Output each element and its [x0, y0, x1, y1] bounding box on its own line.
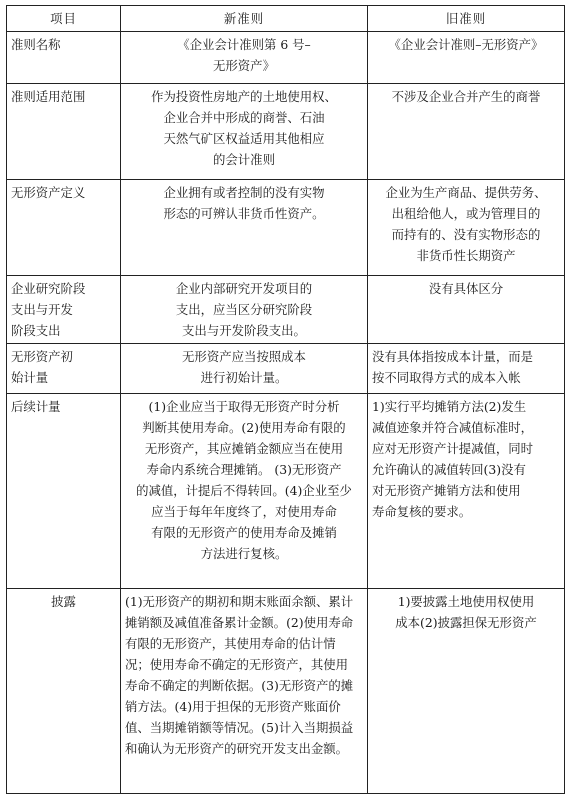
- table-row: [7, 394, 565, 588]
- cell-text-line: 没有具体指按成本计量，而是: [372, 349, 534, 365]
- old-standard-cell: [368, 394, 565, 588]
- cell-text-line: 成本(2)披露担保无形资产: [395, 614, 537, 630]
- cell-text-line: 始计量: [11, 370, 49, 386]
- cell-text-line: 应当于每年年度终了，对使用寿命: [151, 504, 337, 520]
- cell-text-line: 进行初始计量。: [200, 370, 288, 386]
- comparison-table: [6, 5, 565, 794]
- item-cell: [7, 276, 121, 344]
- cell-text-line: 有限的无形资产，其使用寿命的估计情: [125, 635, 336, 651]
- cell-text-line: 天然气矿区权益适用其他相应: [163, 131, 325, 147]
- cell-text-line: 寿命内系统合理摊销。 (3)无形资产: [146, 462, 342, 478]
- cell-text-line: 减值迹象并符合减值标准时，: [372, 420, 534, 436]
- cell-text-line: 《企业会计准则第 6 号–: [177, 37, 311, 52]
- cell-text-line: 应对无形资产计提减值，同时: [372, 441, 534, 457]
- cell-text-line: 披露: [51, 593, 76, 609]
- cell-text-line: 按不同取得方式的成本入帐: [372, 370, 521, 386]
- old-standard-cell: [368, 276, 565, 344]
- item-cell: [7, 344, 121, 394]
- cell-text-line: 1)实行平均摊销方法(2)发生: [372, 399, 527, 415]
- cell-text-line: (1)无形资产的期初和期末账面余额、累计: [125, 593, 354, 609]
- cell-text-line: 摊销额及减值准备累计金额。(2)使用寿命: [125, 614, 354, 630]
- cell-text-line: 允许确认的减值转回(3)没有: [372, 462, 526, 478]
- cell-text-line: 判断其使用寿命。(2)使用寿命有限的: [142, 420, 346, 436]
- new-standard-cell: [121, 394, 368, 588]
- cell-text-line: 的会计准则: [213, 152, 275, 168]
- old-standard-cell: [368, 32, 565, 84]
- cell-text-line: 不涉及企业合并产生的商誉: [391, 89, 541, 105]
- cell-text-line: 准则适用范围: [11, 89, 86, 105]
- header-old-standard: 旧准则: [368, 6, 565, 32]
- new-standard-cell: [121, 180, 368, 276]
- cell-text-line: 企业拥有或者控制的没有实物: [163, 185, 325, 201]
- cell-text-line: 1)要披露土地使用权使用: [397, 593, 535, 609]
- old-standard-cell: [368, 180, 565, 276]
- new-standard-cell: [121, 32, 368, 84]
- cell-text-line: 值、当期摊销额等情况。(5)计入当期损益: [125, 719, 354, 735]
- cell-text-line: 对无形资产摊销方法和使用: [372, 483, 521, 499]
- cell-text-line: 形态的可辨认非货币性资产。: [163, 206, 325, 222]
- item-cell: [7, 394, 121, 588]
- item-cell: [7, 32, 121, 84]
- cell-text-line: 没有具体区分: [428, 281, 504, 297]
- cell-text-line: 销方法。(4)用于担保的无形资产账面价: [125, 698, 341, 714]
- cell-text-line: 作为投资性房地产的土地使用权、: [151, 89, 337, 105]
- cell-text-line: 准则名称: [11, 37, 61, 52]
- header-item: 项目: [7, 6, 121, 32]
- old-standard-cell: [368, 588, 565, 793]
- table-row: [7, 32, 565, 84]
- new-standard-cell: [121, 588, 368, 793]
- cell-text-line: 有限的无形资产的使用寿命及摊销: [151, 525, 337, 541]
- cell-text-line: 出租给他人，或为管理目的: [391, 206, 541, 222]
- cell-text-line: 和确认为无形资产的研究开发支出金额。: [125, 740, 349, 756]
- cell-text-line: 无形资产，其应摊销金额应当在使用: [144, 441, 344, 457]
- cell-text-line: 无形资产应当按照成本: [182, 349, 306, 365]
- item-cell: [7, 180, 121, 276]
- cell-text-line: 而持有的、没有实物形态的: [391, 227, 541, 243]
- table-row: [7, 180, 565, 276]
- new-standard-cell: [121, 344, 368, 394]
- cell-text-line: 非货币性长期资产: [416, 248, 516, 264]
- cell-text-line: 支出，应当区分研究阶段: [175, 302, 313, 318]
- cell-text-line: 的减值，计提后不得转回。(4)企业至少: [136, 483, 352, 499]
- cell-text-line: 后续计量: [11, 399, 61, 415]
- cell-text-line: 寿命复核的要求。: [372, 504, 472, 520]
- table-row: [7, 588, 565, 793]
- cell-text-line: 支出与开发阶段支出。: [182, 323, 306, 339]
- header-new-standard: 新准则: [121, 6, 368, 32]
- table-row: [7, 344, 565, 394]
- new-standard-cell: [121, 276, 368, 344]
- cell-text-line: 支出与开发: [11, 302, 73, 318]
- cell-text-line: 无形资产》: [213, 58, 275, 73]
- cell-text-line: 无形资产初: [11, 349, 73, 365]
- old-standard-cell: [368, 84, 565, 180]
- cell-text-line: 阶段支出: [11, 323, 61, 339]
- new-standard-cell: [121, 84, 368, 180]
- item-cell: [7, 588, 121, 793]
- cell-text-line: 寿命不确定的判断依据。(3)无形资产的摊: [125, 677, 354, 693]
- cell-text-line: 况；使用寿命不确定的无形资产，其使用: [125, 656, 349, 672]
- header-row: [7, 6, 565, 32]
- cell-text-line: 无形资产定义: [11, 185, 86, 201]
- cell-text-line: 企业合并中形成的商誉、石油: [163, 110, 325, 126]
- table-row: [7, 84, 565, 180]
- item-cell: [7, 84, 121, 180]
- cell-text-line: (1)企业应当于取得无形资产时分析: [148, 399, 340, 415]
- table-row: [7, 276, 565, 344]
- cell-text-line: 企业内部研究开发项目的: [175, 281, 313, 297]
- old-standard-cell: [368, 344, 565, 394]
- cell-text-line: 《企业会计准则–无形资产》: [388, 37, 544, 52]
- cell-text-line: 企业为生产商品、提供劳务、: [385, 185, 547, 201]
- cell-text-line: 方法进行复核。: [200, 546, 288, 562]
- cell-text-line: 企业研究阶段: [11, 281, 86, 297]
